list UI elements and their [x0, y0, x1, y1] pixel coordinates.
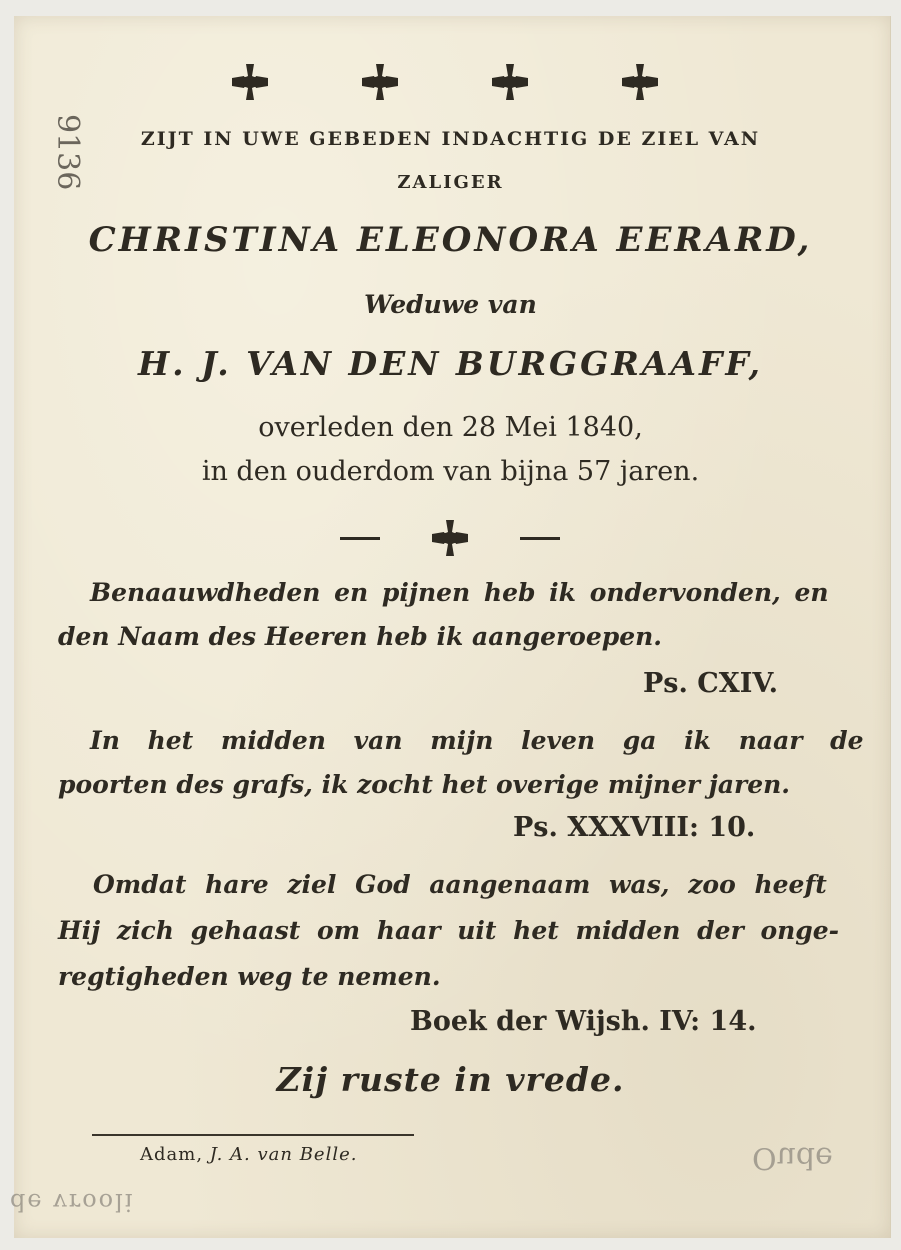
- verse-line: Benaauwdheden en pijnen heb ik ondervonden, en: [90, 578, 829, 607]
- widow-of-label: Weduwe van: [364, 290, 537, 319]
- printer-city: Adam,: [140, 1144, 204, 1165]
- deceased-name: CHRISTINA ELEONORA EERARD,: [88, 220, 813, 260]
- prayer-heading: ZIJT IN UWE GEBEDEN INDACHTIG DE ZIEL VAN: [140, 128, 761, 150]
- death-date-line: overleden den 28 Mei 1840,: [258, 412, 643, 443]
- verse-line: Omdat hare ziel God aangenaam was, zoo heeft: [93, 870, 827, 899]
- bleed-through-text: Oude: [752, 1140, 833, 1175]
- divider-dash: [520, 537, 560, 540]
- printer-name: J. A. van Belle.: [209, 1144, 358, 1165]
- cross-divider: [340, 518, 560, 558]
- imprint-rule: [92, 1134, 414, 1136]
- verse-line: regtigheden weg te nemen.: [58, 962, 441, 991]
- verse-reference: Ps. XXXVIII: 10.: [513, 812, 756, 843]
- age-line: in den ouderdom van bijna 57 jaren.: [201, 456, 700, 487]
- cross-row: [230, 62, 660, 102]
- cross-pattee-icon: [620, 62, 660, 102]
- verse-line: den Naam des Heeren heb ik aangeroepen.: [58, 622, 662, 651]
- cross-pattee-icon: [230, 62, 270, 102]
- verse-reference: Ps. CXIV.: [643, 668, 778, 699]
- archive-number-text: 9136: [50, 114, 85, 191]
- verse-line: poorten des grafs, ik zocht het overige mijner jaren.: [58, 770, 790, 799]
- cross-pattee-icon: [430, 518, 470, 558]
- husband-name: H. J. VAN DEN BURGGRAAFF,: [137, 344, 764, 383]
- archive-number: [22, 110, 85, 220]
- cross-pattee-icon: [360, 62, 400, 102]
- bleed-through-text: de vrooli: [10, 1188, 135, 1216]
- closing-blessing: Zij ruste in vrede.: [276, 1060, 625, 1099]
- verse-line: Hij zich gehaast om haar uit het midden der onge-: [58, 916, 840, 945]
- divider-dash: [340, 537, 380, 540]
- verse-line: In het midden van mijn leven ga ik naar de: [90, 726, 864, 755]
- zaliger-label: ZALIGER: [397, 172, 504, 193]
- printer-imprint: [140, 1144, 357, 1165]
- cross-pattee-icon: [490, 62, 530, 102]
- verse-reference: Boek der Wijsh. IV: 14.: [410, 1006, 757, 1037]
